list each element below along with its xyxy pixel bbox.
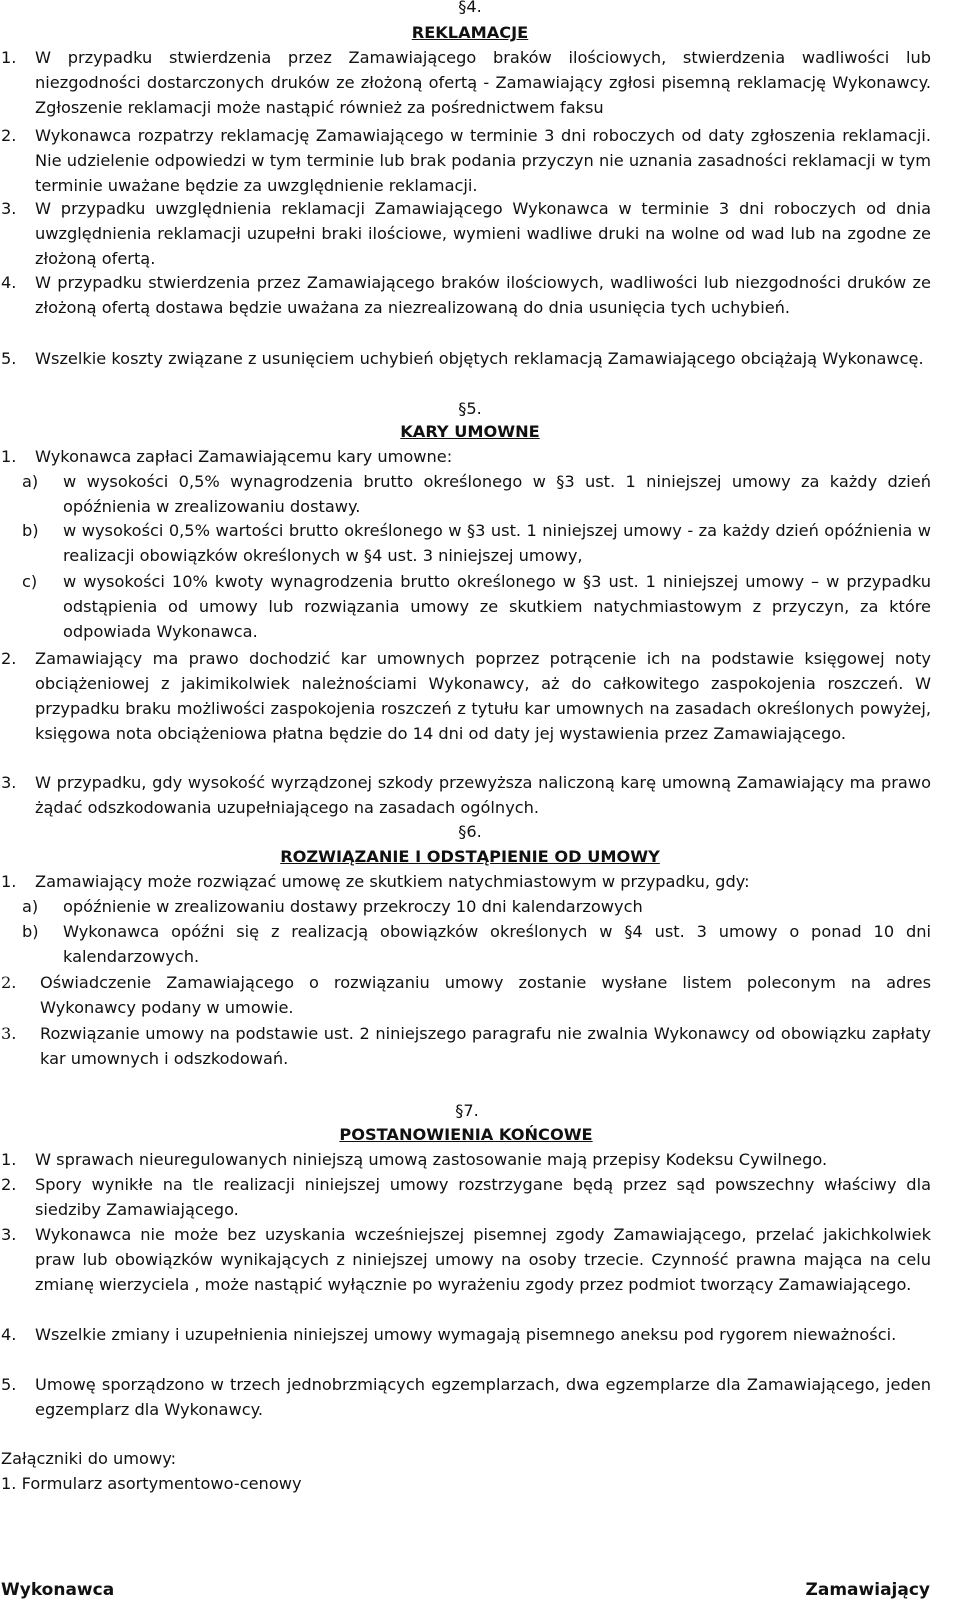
item-number: 5. <box>1 1375 17 1394</box>
item-letter: c) <box>22 572 38 591</box>
item-text: Wykonawca opóźni się z realizacją obowiązków określonych w §4 ust. 3 umowy o ponad 10 dni kalendarzowych. <box>63 922 931 966</box>
item-number: 4. <box>1 1325 17 1344</box>
item-number: 3. <box>1 1024 17 1043</box>
section-5-title: KARY UMOWNE <box>400 422 540 441</box>
item-text: W przypadku, gdy wysokość wyrządzonej szkody przewyższa naliczoną karę umowną Zamawiający ma prawo żądać odszkodowania uzupełniającego na zasadach ogólnych. <box>35 773 931 817</box>
section-7-number: §7. <box>455 1101 479 1120</box>
item-number: 3. <box>1 773 17 792</box>
section-6-title: ROZWIĄZANIE I ODSTĄPIENIE OD UMOWY <box>280 847 660 866</box>
item-text: Oświadczenie Zamawiającego o rozwiązaniu umowy zostanie wysłane listem poleconym na adres Wykonawcy podany w umowie. <box>40 973 931 1017</box>
item-number: 5. <box>1 349 17 368</box>
attachment-item: 1. Formularz asortymentowo-cenowy <box>1 1474 302 1493</box>
item-text: opóźnienie w zrealizowaniu dostawy przekroczy 10 dni kalendarzowych <box>63 897 643 916</box>
signature-orderer: Zamawiający <box>805 1580 930 1600</box>
item-number: 2. <box>1 1175 17 1194</box>
section-4-number: §4. <box>458 0 482 16</box>
item-text: W przypadku stwierdzenia przez Zamawiającego braków ilościowych, stwierdzenia wadliwości lub niezgodności dostarczonych druków ze złożoną ofertą - Zamawiający zgłosi pisemną reklamację Wykonawcy. Zgłoszenie reklamacji może nastąpić również za pośrednictwem faksu <box>35 48 931 117</box>
section-4-title: REKLAMACJE <box>411 23 529 42</box>
item-text: Wykonawca nie może bez uzyskania wcześniejszej pisemnej zgody Zamawiającego, przelać jakichkolwiek praw lub obowiązków wynikających z niniejszej umowy na osoby trzecie. Czynność prawna mająca na celu zmianę wierzyciela , może nastąpić wyłącznie po wyrażeniu zgody przez podmiot tworzący Zamawiającego. <box>35 1225 931 1294</box>
item-text: w wysokości 0,5% wartości brutto określonego w §3 ust. 1 niniejszej umowy - za każdy dzień opóźnienia w realizacji obowiązków określonych w §4 ust. 3 niniejszej umowy, <box>63 521 931 565</box>
item-text: W przypadku stwierdzenia przez Zamawiającego braków ilościowych, wadliwości lub niezgodności druków ze złożoną ofertą dostawa będzie uważana za niezrealizowaną do dnia usunięcia tych uchybień. <box>35 273 931 317</box>
section-6-number: §6. <box>458 822 482 841</box>
item-text: Zamawiający może rozwiązać umowę ze skutkiem natychmiastowym w przypadku, gdy: <box>35 872 750 891</box>
item-text: Umowę sporządzono w trzech jednobrzmiących egzemplarzach, dwa egzemplarze dla Zamawiającego, jeden egzemplarz dla Wykonawcy. <box>35 1375 931 1419</box>
item-text: Zamawiający ma prawo dochodzić kar umownych poprzez potrącenie ich na podstawie księgowej noty obciążeniowej z jakimikolwiek należnościami Wykonawcy, aż do całkowitego zaspokojenia roszczeń. W przypadku braku możliwości zaspokojenia roszczeń z tytułu kar umownych na zasadach określonych powyżej, księgowa nota obciążeniowa płatna będzie do 14 dni od daty jej wystawienia przez Zamawiającego. <box>35 649 931 743</box>
item-number: 3. <box>1 199 17 218</box>
section-5-number: §5. <box>458 399 482 418</box>
item-text: W przypadku uwzględnienia reklamacji Zamawiającego Wykonawca w terminie 3 dni roboczych od dnia uwzględnienia reklamacji uzupełni braki ilościowe, wymieni wadliwe druki na wolne od wad lub na zgodne ze złożoną ofertą. <box>35 199 931 268</box>
item-text: W sprawach nieuregulowanych niniejszą umową zastosowanie mają przepisy Kodeksu Cywilnego. <box>35 1150 828 1169</box>
item-number: 1. <box>1 1150 17 1169</box>
item-number: 2. <box>1 126 17 145</box>
item-number: 1. <box>1 447 17 466</box>
item-number: 1. <box>1 48 17 67</box>
item-text: Rozwiązanie umowy na podstawie ust. 2 niniejszego paragrafu nie zwalnia Wykonawcy od obowiązku zapłaty kar umownych i odszkodowań. <box>40 1024 931 1068</box>
item-text: w wysokości 10% kwoty wynagrodzenia brutto określonego w §3 ust. 1 niniejszej umowy – w przypadku odstąpienia od umowy lub rozwiązania umowy ze skutkiem natychmiastowym z przyczyn, za które odpowiada Wykonawca. <box>63 572 931 641</box>
item-number: 2. <box>1 649 17 668</box>
item-number: 1. <box>1 872 17 891</box>
attachments-label: Załączniki do umowy: <box>1 1449 177 1468</box>
item-text: w wysokości 0,5% wynagrodzenia brutto określonego w §3 ust. 1 niniejszej umowy za każdy dzień opóźnienia w zrealizowaniu dostawy. <box>63 472 931 516</box>
section-7-title: POSTANOWIENIA KOŃCOWE <box>339 1125 593 1144</box>
item-text: Wykonawca zapłaci Zamawiającemu kary umowne: <box>35 447 453 466</box>
signature-contractor: Wykonawca <box>1 1580 115 1600</box>
item-text: Wykonawca rozpatrzy reklamację Zamawiającego w terminie 3 dni roboczych od daty zgłoszenia reklamacji. Nie udzielenie odpowiedzi w tym terminie lub brak podania przyczyn nie uznania zasadności reklamacji w tym terminie uważane będzie za uwzględnienie reklamacji. <box>35 126 931 195</box>
item-number: 3. <box>1 1225 17 1244</box>
item-text: Spory wynikłe na tle realizacji niniejszej umowy rozstrzygane będą przez sąd powszechny właściwy dla siedziby Zamawiającego. <box>35 1175 931 1219</box>
item-number: 4. <box>1 273 17 292</box>
item-text: Wszelkie koszty związane z usunięciem uchybień objętych reklamacją Zamawiającego obciążają Wykonawcę. <box>35 349 924 368</box>
item-letter: a) <box>22 472 39 491</box>
item-letter: b) <box>22 922 39 941</box>
item-letter: b) <box>22 521 39 540</box>
item-number: 2. <box>1 973 17 992</box>
item-letter: a) <box>22 897 39 916</box>
item-text: Wszelkie zmiany i uzupełnienia niniejszej umowy wymagają pisemnego aneksu pod rygorem nieważności. <box>35 1325 897 1344</box>
